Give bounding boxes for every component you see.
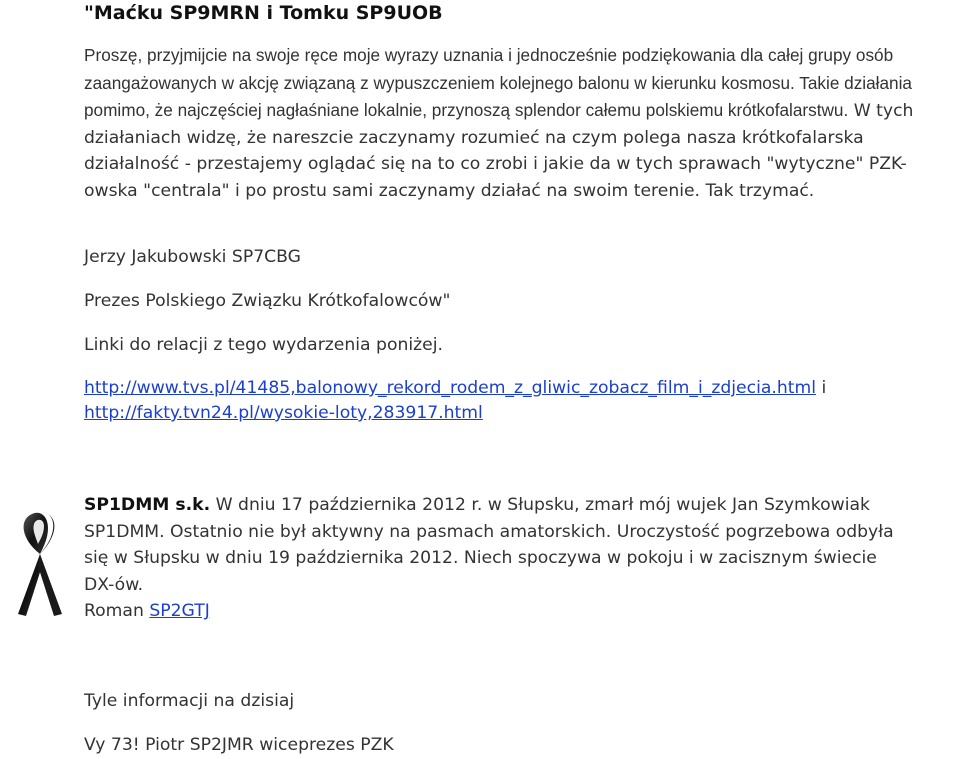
tvs-link[interactable]: http://www.tvs.pl/41485,balonowy_rekord_rodem_z_gliwic_zobacz_film_i_zdjecia.html [84,378,816,398]
signature-title: Prezes Polskiego Związku Krótkofalowców" [84,291,451,311]
author-callsign-link[interactable]: SP2GTJ [149,601,210,621]
obituary-callsign: SP1DMM s.k. [84,495,211,515]
closing-note: Tyle informacji na dzisiaj [84,691,295,711]
link-separator: i [816,378,827,398]
obituary-author-prefix: Roman [84,601,150,621]
mourning-ribbon-icon [8,510,72,620]
letter-body-part2: W tych działaniach widzę, że nareszcie zaczynamy rozumieć na czym polega nasza krótkofalarska działalność - przestajemy oglądać się na to co zrobi i jakie da w tych sprawach "wytyczne" PZK-owska "centrala" i po prostu sami zaczynamy działać na swoim terenie. Tak trzymać. [84,101,914,201]
link-row-2 [84,400,483,427]
links-intro: Linki do relacji z tego wydarzenia poniżej. [84,335,443,355]
signature-name: Jerzy Jakubowski SP7CBG [84,247,301,267]
tvn24-link[interactable]: http://fakty.tvn24.pl/wysokie-loty,283917.html [84,403,483,423]
obituary-text: W dniu 17 października 2012 r. w Słupsku, zmarł mój wujek Jan Szymkowiak SP1DMM. Ostatnio nie był aktywny na pasmach amatorskich. Uroczystość pogrzebowa odbyła się w Słupsku w dniu 19 października 2012. Niech spoczywa w pokoju i w zacisznym świecie DX-ów. [84,495,894,595]
closing-signature: Vy 73! Piotr SP2JMR wiceprezes PZK [84,735,394,755]
link-row-1 [84,375,826,402]
obituary [84,492,904,625]
letter-body [84,42,944,204]
letter-body-part1: Proszę, przyjmijcie na swoje ręce moje wyrazy uznania i jednocześnie podziękowania dla całej grupy osób zaangażowanych w akcję związaną z wypuszczeniem kolejnego balonu w kierunku kosmosu. Takie działania pomimo, że najczęściej nagłaśniane lokalnie, przynoszą splendor całemu polskiemu krótkofalarstwu. [84,45,912,120]
letter-heading: "Maćku SP9MRN i Tomku SP9UOB [84,2,443,24]
